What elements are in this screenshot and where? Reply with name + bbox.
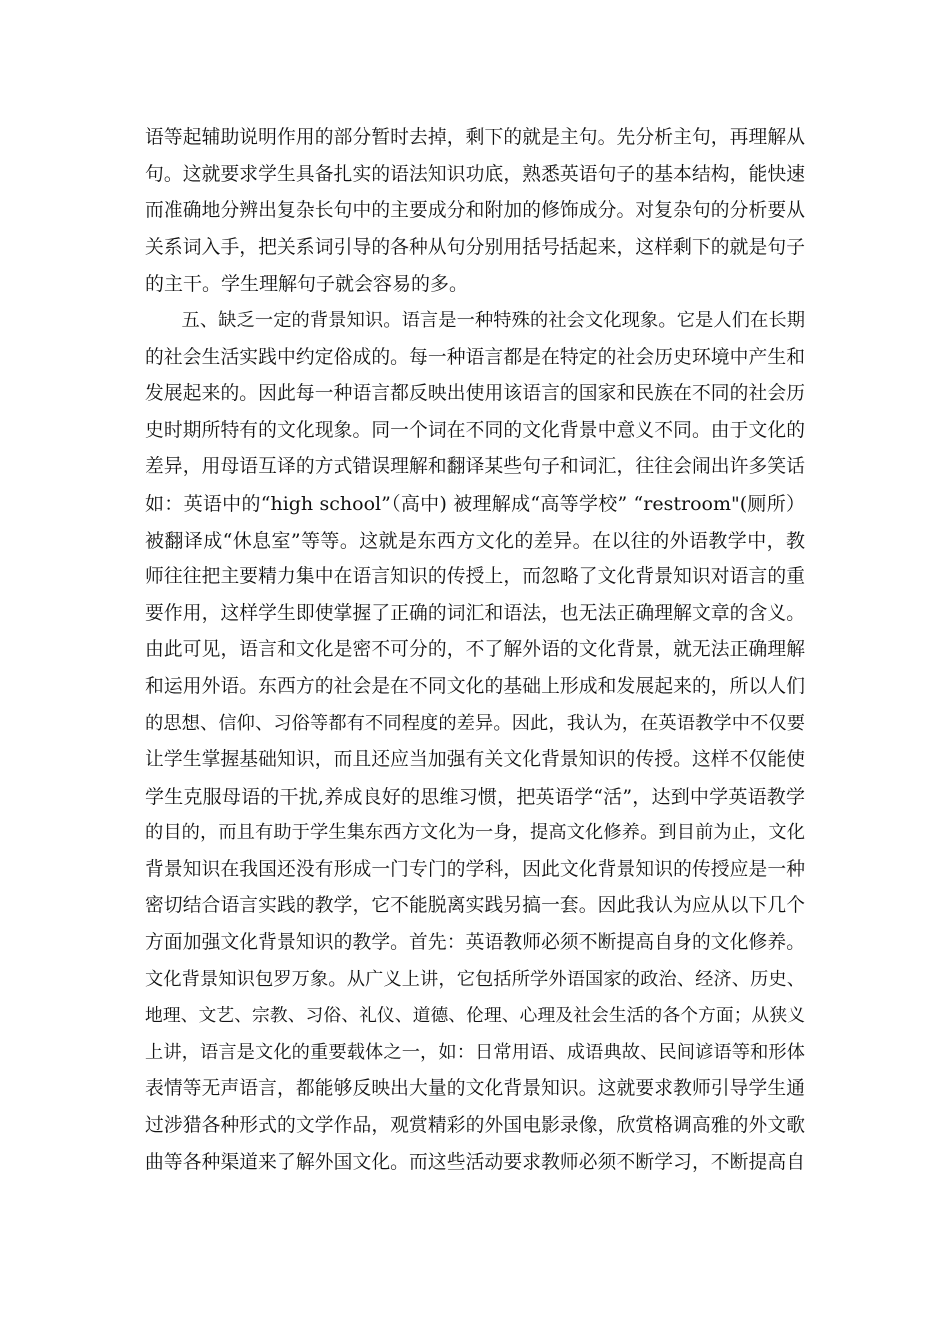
text-line: 关系词入手，把关系词引导的各种从句分别用括号括起来，这样剩下的就是句子 <box>145 236 805 258</box>
body-text <box>145 120 805 1181</box>
text-line: 曲等各种渠道来了解外国文化。而这些活动要求教师必须不断学习，不断提高自 <box>145 1151 805 1173</box>
text-line: 文化背景知识包罗万象。从广义上讲，它包括所学外语国家的政治、经济、历史、 <box>145 968 805 990</box>
text-line: 发展起来的。因此每一种语言都反映出使用该语言的国家和民族在不同的社会历 <box>145 383 805 405</box>
text-line: 方面加强文化背景知识的教学。首先：英语教师必须不断提高自身的文化修养。 <box>145 932 805 954</box>
text-line: 的思想、信仰、习俗等都有不同程度的差异。因此，我认为，在英语教学中不仅要 <box>145 712 805 734</box>
text-line: 由此可见，语言和文化是密不可分的，不了解外语的文化背景，就无法正确理解 <box>145 639 805 661</box>
text-line: 如：英语中的“high school”（高中) 被理解成“高等学校” “restroom"(厕所） <box>145 492 805 515</box>
text-line: 五、缺乏一定的背景知识。语言是一种特殊的社会文化现象。它是人们在长期 <box>181 309 805 331</box>
text-line: 的社会生活实践中约定俗成的。每一种语言都是在特定的社会历史环境中产生和 <box>145 346 805 368</box>
text-line: 背景知识在我国还没有形成一门专门的学科，因此文化背景知识的传授应是一种 <box>145 858 805 880</box>
text-line: 而准确地分辨出复杂长句中的主要成分和附加的修饰成分。对复杂句的分析要从 <box>145 200 805 222</box>
text-line: 地理、文艺、宗教、习俗、礼仪、道德、伦理、心理及社会生活的各个方面；从狭义 <box>145 1006 805 1027</box>
text-line: 语等起辅助说明作用的部分暂时去掉，剩下的就是主句。先分析主句，再理解从 <box>145 127 805 148</box>
text-line: 要作用，这样学生即使掌握了正确的词汇和语法，也无法正确理解文章的含义。 <box>145 602 805 624</box>
text-line: 句。这就要求学生具备扎实的语法知识功底，熟悉英语句子的基本结构，能快速 <box>145 163 805 185</box>
text-line: 让学生掌握基础知识，而且还应当加强有关文化背景知识的传授。这样不仅能使 <box>145 749 805 771</box>
text-line: 过涉猎各种形式的文学作品，观赏精彩的外国电影录像，欣赏格调高雅的外文歌 <box>145 1115 805 1137</box>
text-line: 差异，用母语互译的方式错误理解和翻译某些句子和词汇，往往会闹出许多笑话 <box>145 456 805 478</box>
text-line: 上讲，语言是文化的重要载体之一，如：日常用语、成语典故、民间谚语等和形体 <box>145 1041 805 1063</box>
text-line: 被翻译成“休息室”等等。这就是东西方文化的差异。在以往的外语教学中，教 <box>145 529 805 552</box>
text-line: 和运用外语。东西方的社会是在不同文化的基础上形成和发展起来的，所以人们 <box>145 675 805 697</box>
text-line: 的目的，而且有助于学生集东西方文化为一身，提高文化修养。到目前为止，文化 <box>145 822 805 844</box>
text-line: 密切结合语言实践的教学，它不能脱离实践另搞一套。因此我认为应从以下几个 <box>145 895 805 917</box>
text-line: 表情等无声语言，都能够反映出大量的文化背景知识。这就要求教师引导学生通 <box>145 1078 805 1100</box>
text-line: 史时期所特有的文化现象。同一个词在不同的文化背景中意义不同。由于文化的 <box>145 419 805 441</box>
text-line: 的主干。学生理解句子就会容易的多。 <box>145 273 469 296</box>
text-line: 师往往把主要精力集中在语言知识的传授上，而忽略了文化背景知识对语言的重 <box>145 566 805 588</box>
text-line: 学生克服母语的干扰,养成良好的思维习惯，把英语学“活”，达到中学英语教学 <box>145 785 805 808</box>
